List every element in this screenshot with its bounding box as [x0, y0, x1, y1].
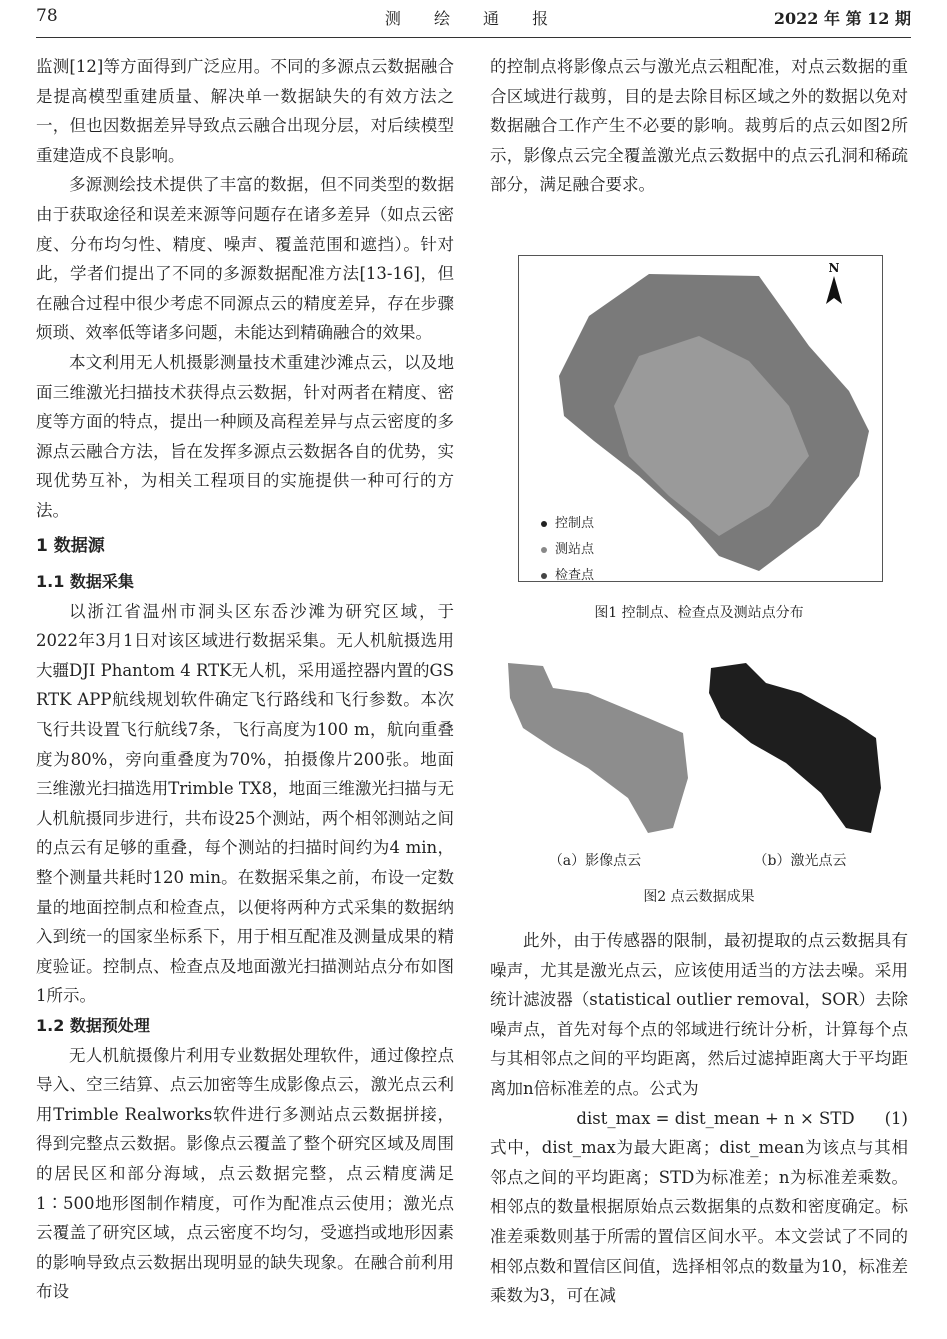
- legend-item-control: 控制点: [541, 511, 594, 537]
- figure-2b-caption: （b）激光点云: [753, 853, 847, 869]
- paragraph: 无人机航摄像片利用专业数据处理软件，通过像控点导入、空三结算、点云加密等生成影像点云，激光点云利用Trimble Realworks软件进行多测站点云数据拼接，得到完整点云数据。影像点云覆盖了整个研究区域及周围的居民区和部分海域，点云数据完整，点云精度满足1∶500地形图制作精度，可作为配准点云使用；激光点云覆盖了研究区域，点云密度不均匀，受遮挡或地形因素的影响导致点云数据出现明显的缺失现象。在融合前利用布设: [36, 1045, 454, 1302]
- header-rule: [36, 37, 911, 38]
- north-arrow-icon: [826, 276, 842, 304]
- paragraph: 监测[12]等方面得到广泛应用。不同的多源点云数据融合是提高模型重建质量、解决单一数据缺失的有效方法之一，但也因数据差异导致点云融合出现分层，对后续模型重建造成不良影响。: [36, 57, 454, 165]
- laser-point-cloud: [706, 658, 886, 838]
- paragraph: 多源测绘技术提供了丰富的数据，但不同类型的数据由于获取途径和误差来源等问题存在诸多差异（如点云密度、分布均匀性、精度、噪声、覆盖范围和遮挡）。针对此，学者们提出了不同的多源数据配准方法[13-16]，但在融合过程中很少考虑不同源点云的精度差异，存在步骤烦琐、效率低等诸多问题，未能达到精确融合的效果。: [36, 175, 454, 343]
- legend-item-station: 测站点: [541, 537, 594, 563]
- issue-label: 2022 年 第 12 期: [773, 9, 911, 28]
- section-heading: 1 数据源: [36, 535, 105, 556]
- right-column-lower: [490, 926, 908, 1311]
- paragraph: 的控制点将影像点云与激光点云粗配准，对点云数据的重合区域进行裁剪，目的是去除目标区域之外的数据以免对数据融合工作产生不必要的影响。裁剪后的点云如图2所示，影像点云完全覆盖激光点云数据中的点云孔洞和稀疏部分，满足融合要求。: [490, 57, 908, 195]
- journal-name: 测 绘 通 报: [384, 9, 563, 28]
- control-point-icon: [541, 521, 547, 527]
- paragraph: 以浙江省温州市洞头区东岙沙滩为研究区域，于2022年3月1日对该区域进行数据采集。无人机航摄选用大疆DJI Phantom 4 RTK无人机，采用遥控器内置的GS RTK APP航线规划软件确定飞行路线和飞行参数。本次飞行共设置飞行航线7条，飞行高度为100 m，航向重叠度为80%，旁向重叠度为70%，拍摄像片200张。地面三维激光扫描选用Trimble TX8，地面三维激光扫描与无人机航摄同步进行，共布设25个测站，两个相邻测站之间的点云有足够的重叠，每个测站的扫描时间约为4 min，整个测量共耗时120 min。在数据采集之前，布设一定数量的地面控制点和检查点，以便将两种方式采集的数据纳入到统一的国家坐标系下，用于相互配准及测量成果的精度验证。控制点、检查点及地面激光扫描测站点分布如图1所示。: [36, 601, 454, 1006]
- equation: [490, 1104, 908, 1134]
- paragraph: 此外，由于传感器的限制，最初提取的点云数据具有噪声，尤其是激光点云，应该使用适当的方法去噪。采用统计滤波器（statistical outlier removal，SOR）去除噪声点，首先对每个点的邻域进行统计分析，计算每个点与其相邻点之间的平均距离，然后过滤掉距离大于平均距离加n倍标准差的点。公式为: [490, 931, 908, 1098]
- figure-2a-caption: （a）影像点云: [548, 853, 642, 869]
- page-number: 78: [36, 6, 58, 26]
- laser-cloud-shape: [709, 663, 881, 833]
- station-point-icon: [541, 547, 547, 553]
- figure-1-legend: [541, 511, 594, 589]
- paragraph: 本文利用无人机摄影测量技术重建沙滩点云，以及地面三维激光扫描技术获得点云数据，针对两者在精度、密度等方面的特点，提出一种顾及高程差异与点云密度的多源点云融合方法，旨在发挥多源点云数据各自的优势，实现优势互补，为相关工程项目的实施提供一种可行的方法。: [36, 352, 454, 520]
- subsection-heading: 1.1 数据采集: [36, 572, 134, 592]
- north-label: N: [828, 261, 840, 275]
- image-cloud-shape: [508, 663, 688, 833]
- figure-2-caption: 图2 点云数据成果: [643, 889, 755, 905]
- check-point-icon: [541, 573, 547, 579]
- legend-item-check: 检查点: [541, 563, 594, 589]
- equation-number: (1): [884, 1108, 908, 1128]
- figure-1-caption: 图1 控制点、检查点及测站点分布: [594, 605, 804, 621]
- image-point-cloud: [498, 658, 698, 838]
- figure-1-map: [518, 255, 883, 582]
- left-column: [36, 52, 454, 1307]
- equation-body: dist_max = dist_mean + n × STD: [576, 1108, 855, 1128]
- running-header: [0, 0, 947, 40]
- right-column: [490, 52, 908, 200]
- subsection-heading: 1.2 数据预处理: [36, 1016, 150, 1035]
- paragraph: 式中，dist_max为最大距离；dist_mean为该点与其相邻点之间的平均距离；STD为标准差；n为标准差乘数。相邻点的数量根据原始点云数据集的点数和密度确定。标准差乘数则基于所需的置信区间水平。本文尝试了不同的相邻点数和置信区间值，选择相邻点的数量为10，标准差乘数为3，可在减: [490, 1138, 908, 1306]
